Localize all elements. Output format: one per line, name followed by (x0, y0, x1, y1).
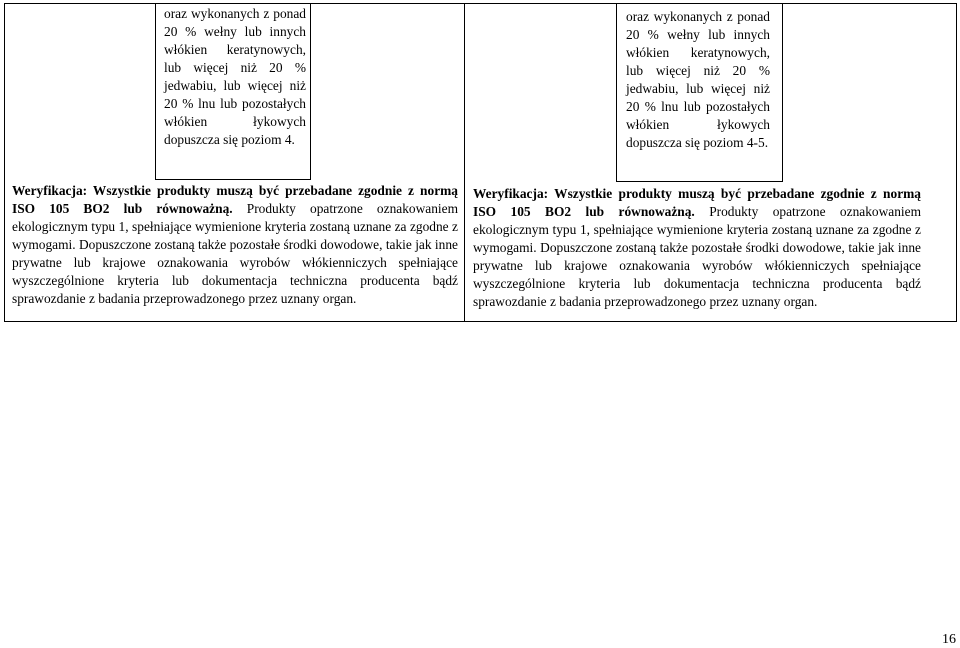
table-left-border (4, 3, 5, 322)
right-inner-box-left (616, 3, 617, 182)
left-spec-text: oraz wykonanych z ponad 20 % wełny lub innych włókien keratynowych, lub więcej niż 20 % jedwabiu, lub więcej niż 20 % lnu lub pozostałych włókien łykowych dopuszcza się poziom 4. (164, 6, 306, 147)
left-verification-bold: Weryfikacja: Wszystkie produkty muszą być przebadane zgodnie z normą ISO 105 BO2 lub równoważną. (12, 183, 458, 216)
right-inner-box-right (782, 3, 783, 182)
left-inner-box-right (310, 3, 311, 180)
right-verification (473, 185, 921, 311)
left-verification (12, 182, 458, 308)
comparison-table (4, 3, 957, 322)
page-number: 16 (942, 632, 956, 647)
left-inner-box-bottom (155, 179, 311, 180)
table-top-border (4, 3, 957, 4)
right-spec-text: oraz wykonanych z ponad 20 % wełny lub innych włókien keratynowych, lub więcej niż 20 % jedwabiu, lub więcej niż 20 % lnu lub pozostałych włókien łykowych dopuszcza się poziom 4-5. (626, 9, 770, 150)
table-right-border (956, 3, 957, 322)
right-inner-box-bottom (616, 181, 783, 182)
table-bottom-border (4, 321, 957, 322)
right-verification-rest: Produkty opatrzone oznakowaniem ekologicznym typu 1, spełniające wymienione kryteria zostaną uznane za zgodne z wymogami. Dopuszczone zostaną także pozostałe środki dowodowe, takie jak inne prywatne lub krajowe oznakowania wyrobów włókienniczych spełniające wyszczególnione kryteria lub dokumentacja techniczna producenta bądź sprawozdanie z badania przeprowadzonego przez uznany organ. (473, 204, 921, 309)
right-verification-bold: Weryfikacja: Wszystkie produkty muszą być przebadane zgodnie z normą ISO 105 BO2 lub równoważną. (473, 186, 921, 219)
left-inner-box-left (155, 3, 156, 180)
left-verification-rest: Produkty opatrzone oznakowaniem ekologicznym typu 1, spełniające wymienione kryteria zostaną uznane za zgodne z wymogami. Dopuszczone zostaną także pozostałe środki dowodowe, takie jak inne prywatne lub krajowe oznakowania wyrobów włókienniczych spełniające wyszczególnione kryteria lub dokumentacja techniczna producenta bądź sprawozdanie z badania przeprowadzonego przez uznany organ. (12, 201, 458, 306)
column-divider (464, 3, 465, 322)
